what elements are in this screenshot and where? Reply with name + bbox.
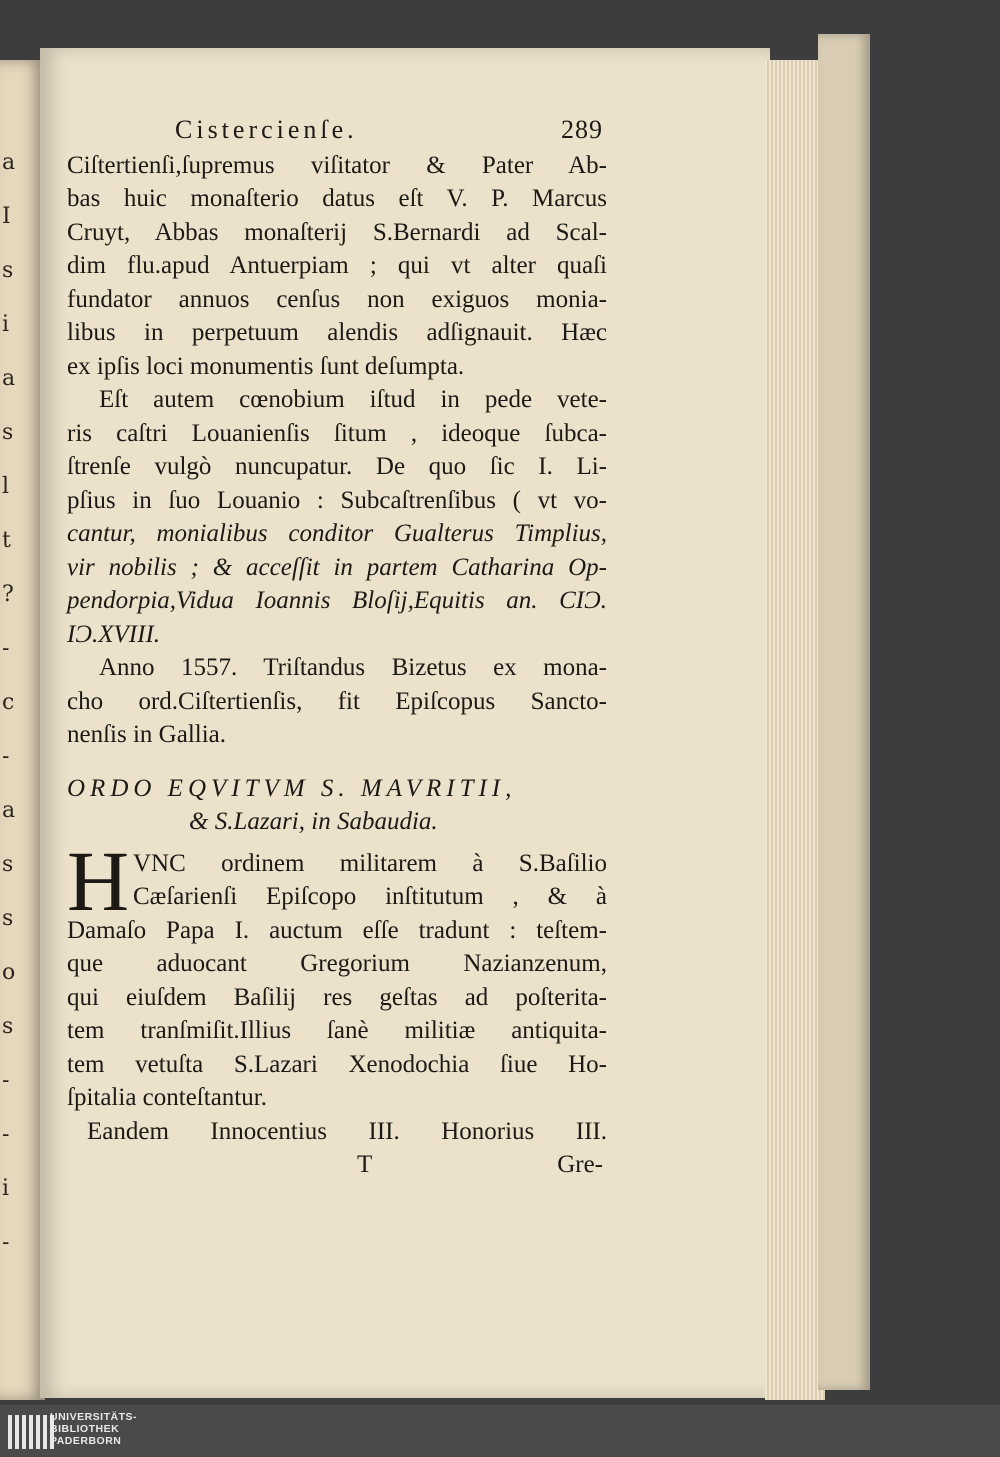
signature-mark: T xyxy=(357,1151,373,1178)
text-line: Cruyt, Abbas monaſterij S.Bernardi ad Scal- xyxy=(67,218,607,246)
left-page-glyph: a xyxy=(2,798,16,823)
left-page-glyph: s xyxy=(2,852,14,877)
running-title: Cistercienſe. xyxy=(175,115,358,144)
text-line: tem vetuſta S.Lazari Xenodochia ſiue Ho- xyxy=(67,1050,607,1078)
left-page-glyph: - xyxy=(2,1122,10,1147)
text-line: pendorpia,Vidua Ioannis Bloſij,Equitis an. CIƆ. xyxy=(67,587,607,614)
running-header xyxy=(67,113,607,147)
left-page-glyph: - xyxy=(2,744,10,769)
text-line: vir nobilis ; & acceſſit in partem Catharina Op- xyxy=(67,553,607,581)
left-page-glyph: s xyxy=(2,258,14,283)
left-page-glyph: a xyxy=(2,150,16,175)
text-line: Eandem Innocentius III. Honorius III. xyxy=(87,1117,607,1145)
text-line: Ciſtertienſi,ſupremus viſitator & Pater Ab- xyxy=(67,151,607,179)
left-page-glyph: l xyxy=(2,474,10,499)
left-page-edge xyxy=(0,60,45,1400)
left-page-glyph: s xyxy=(2,420,14,445)
left-page-glyph: s xyxy=(2,1014,14,1039)
text-line: Damaſo Papa I. auctum eſſe tradunt : teſtem- xyxy=(67,916,607,944)
catchline xyxy=(67,1148,607,1182)
paragraph-4 xyxy=(67,832,607,1115)
page-stack-edge xyxy=(765,60,825,1400)
paragraph-1 xyxy=(67,149,607,384)
section-heading: ORDO EQVITVM S. MAVRITII, xyxy=(67,774,517,802)
drop-cap: H xyxy=(67,832,130,929)
text-line: Cæſarienſi Epiſcopo inſtitutum , & à xyxy=(133,883,607,910)
text-line: VNC ordinem militarem à S.Baſilio xyxy=(133,849,607,877)
library-logo-icon xyxy=(8,1415,54,1449)
text-line: qui eiuſdem Baſilij res geſtas ad poſterita- xyxy=(67,983,607,1011)
left-page-glyph: ? xyxy=(2,582,14,607)
text-line: cantur, monialibus conditor Gualterus Timplius, xyxy=(67,520,607,547)
text-line: Eſt autem cœnobium iſtud in pede vete- xyxy=(99,386,607,413)
section-subheading: & S.Lazari, in Sabaudia. xyxy=(189,808,438,835)
paragraph-2 xyxy=(67,383,607,651)
left-page-glyph: I xyxy=(2,204,11,229)
text-line: ex ipſis loci monumentis ſunt deſumpta. xyxy=(67,352,465,380)
text-line: ſtrenſe vulgò nuncupatur. De quo ſic I. Li- xyxy=(67,453,607,480)
left-page-glyph: - xyxy=(2,636,10,661)
library-logo-text xyxy=(50,1411,137,1447)
text-line: libus in perpetuum alendis adſignauit. Hæc xyxy=(67,319,607,346)
logo-line: BIBLIOTHEK xyxy=(50,1423,120,1435)
text-line: cho ord.Ciſtertienſis, fit Epiſcopus Sancto- xyxy=(67,687,607,715)
text-line: Anno 1557. Triſtandus Bizetus ex mona- xyxy=(99,654,607,681)
text-line: ſpitalia conteſtantur. xyxy=(67,1084,267,1111)
library-footer xyxy=(0,1405,1000,1457)
left-page-glyph: i xyxy=(2,1176,10,1201)
left-page-glyph: - xyxy=(2,1230,10,1255)
left-page-glyph: - xyxy=(2,1068,10,1093)
left-page-glyph: a xyxy=(2,366,16,391)
text-line: que aduocant Gregorium Nazianzenum, xyxy=(67,950,607,977)
left-page-glyph: s xyxy=(2,906,14,931)
left-page-glyph: c xyxy=(2,690,15,715)
page-text xyxy=(67,113,607,1182)
text-line: dim flu.apud Antuerpiam ; qui vt alter quaſi xyxy=(67,252,607,279)
text-line: bas huic monaſterio datus eſt V. P. Marcus xyxy=(67,185,607,212)
catchword: Gre- xyxy=(557,1151,603,1178)
text-line: fundator annuos cenſus non exiguos monia- xyxy=(67,285,607,313)
text-line: ris caſtri Louanienſis ſitum , ideoque ſubca- xyxy=(67,419,607,447)
book-cover-edge xyxy=(818,34,870,1390)
left-page-glyph: t xyxy=(2,528,11,553)
logo-line: PADERBORN xyxy=(50,1435,122,1447)
text-line: tem tranſmiſit.Illius ſanè militiæ antiquita- xyxy=(67,1017,607,1044)
logo-line: UNIVERSITÄTS- xyxy=(50,1411,138,1423)
text-line: pſius in ſuo Louanio : Subcaſtrenſibus ( vt vo- xyxy=(67,486,607,514)
text-line: nenſis in Gallia. xyxy=(67,721,226,748)
left-page-glyph: i xyxy=(2,312,10,337)
paragraph-3 xyxy=(67,651,607,752)
left-page-glyph: o xyxy=(2,960,16,985)
page-number: 289 xyxy=(561,115,603,144)
text-line: IƆ.XVIII. xyxy=(67,620,161,648)
